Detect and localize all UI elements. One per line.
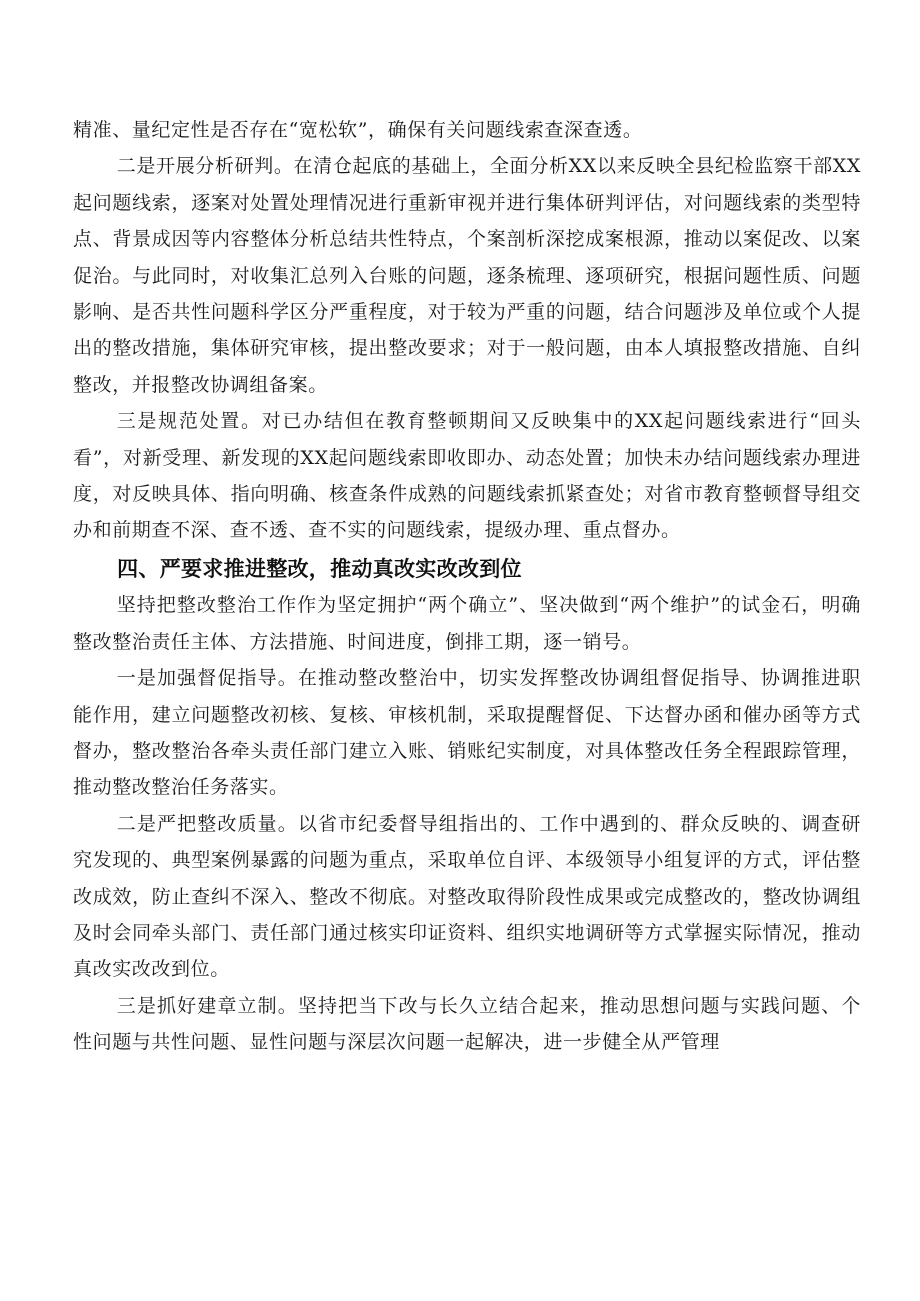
document-body <box>73 112 861 1061</box>
section-heading-4: 四、严要求推进整改，推动真改实改改到位 <box>117 556 522 581</box>
paragraph-supervision: 一是加强督促指导。在推动整改整治中，切实发挥整改协调组督促指导、协调推进职能作用，建立问题整改初核、复核、审核机制，采取提醒督促、下达督办函和催办函等方式督办，整改整治各牵头责任部门建立入账、销账纪实制度，对具体整改任务全程跟踪管理，推动整改整治任务落实。 <box>73 667 861 799</box>
paragraph-section-intro: 坚持把整改整治工作作为坚定拥护“两个确立”、坚决做到“两个维护”的试金石，明确整改整治责任主体、方法措施、时间进度，倒排工期，逐一销号。 <box>73 594 861 653</box>
paragraph-quality: 二是严把整改质量。以省市纪委督导组指出的、工作中遇到的、群众反映的、调查研究发现的、典型案例暴露的问题为重点，采取单位自评、本级领导小组复评的方式，评估整改成效，防止查纠不深入、整改不彻底。对整改取得阶段性成果或完成整改的，整改协调组及时会同牵头部门、责任部门通过核实印证资料、组织实地调研等方式掌握实际情况，推动真改实改改到位。 <box>73 812 861 981</box>
paragraph-continuation: 精准、量纪定性是否存在“宽松软”，确保有关问题线索查深查透。 <box>73 119 643 141</box>
paragraph-institutions: 三是抓好建章立制。坚持把当下改与长久立结合起来，推动思想问题与实践问题、个性问题与共性问题、显性问题与深层次问题一起解决，进一步健全从严管理 <box>73 994 861 1054</box>
paragraph-analysis: 二是开展分析研判。在清仓起底的基础上，全面分析XX以来反映全县纪检监察干部XX起问题线索，逐案对处置处理情况进行重新审视并进行集体研判评估，对问题线索的类型特点、背景成因等内容整体分析总结共性特点，个案剖析深挖成案根源，推动以案促改、以案促治。与此同时，对收集汇总列入台账的问题，逐条梳理、逐项研究，根据问题性质、问题影响、是否共性问题科学区分严重程度，对于较为严重的问题，结合问题涉及单位或个人提出的整改措施，集体研究审核，提出整改要求；对于一般问题，由本人填报整改措施、自纠整改，并报整改协调组备案。 <box>73 155 861 396</box>
paragraph-disposal: 三是规范处置。对已办结但在教育整顿期间又反映集中的XX起问题线索进行“回头看”，对新受理、新发现的XX起问题线索即收即办、动态处置；加快未办结问题线索办理进度，对反映具体、指向明确、核查条件成熟的问题线索抓紧查处；对省市教育整顿督导组交办和前期查不深、查不透、查不实的问题线索，提级办理、重点督办。 <box>73 410 861 542</box>
